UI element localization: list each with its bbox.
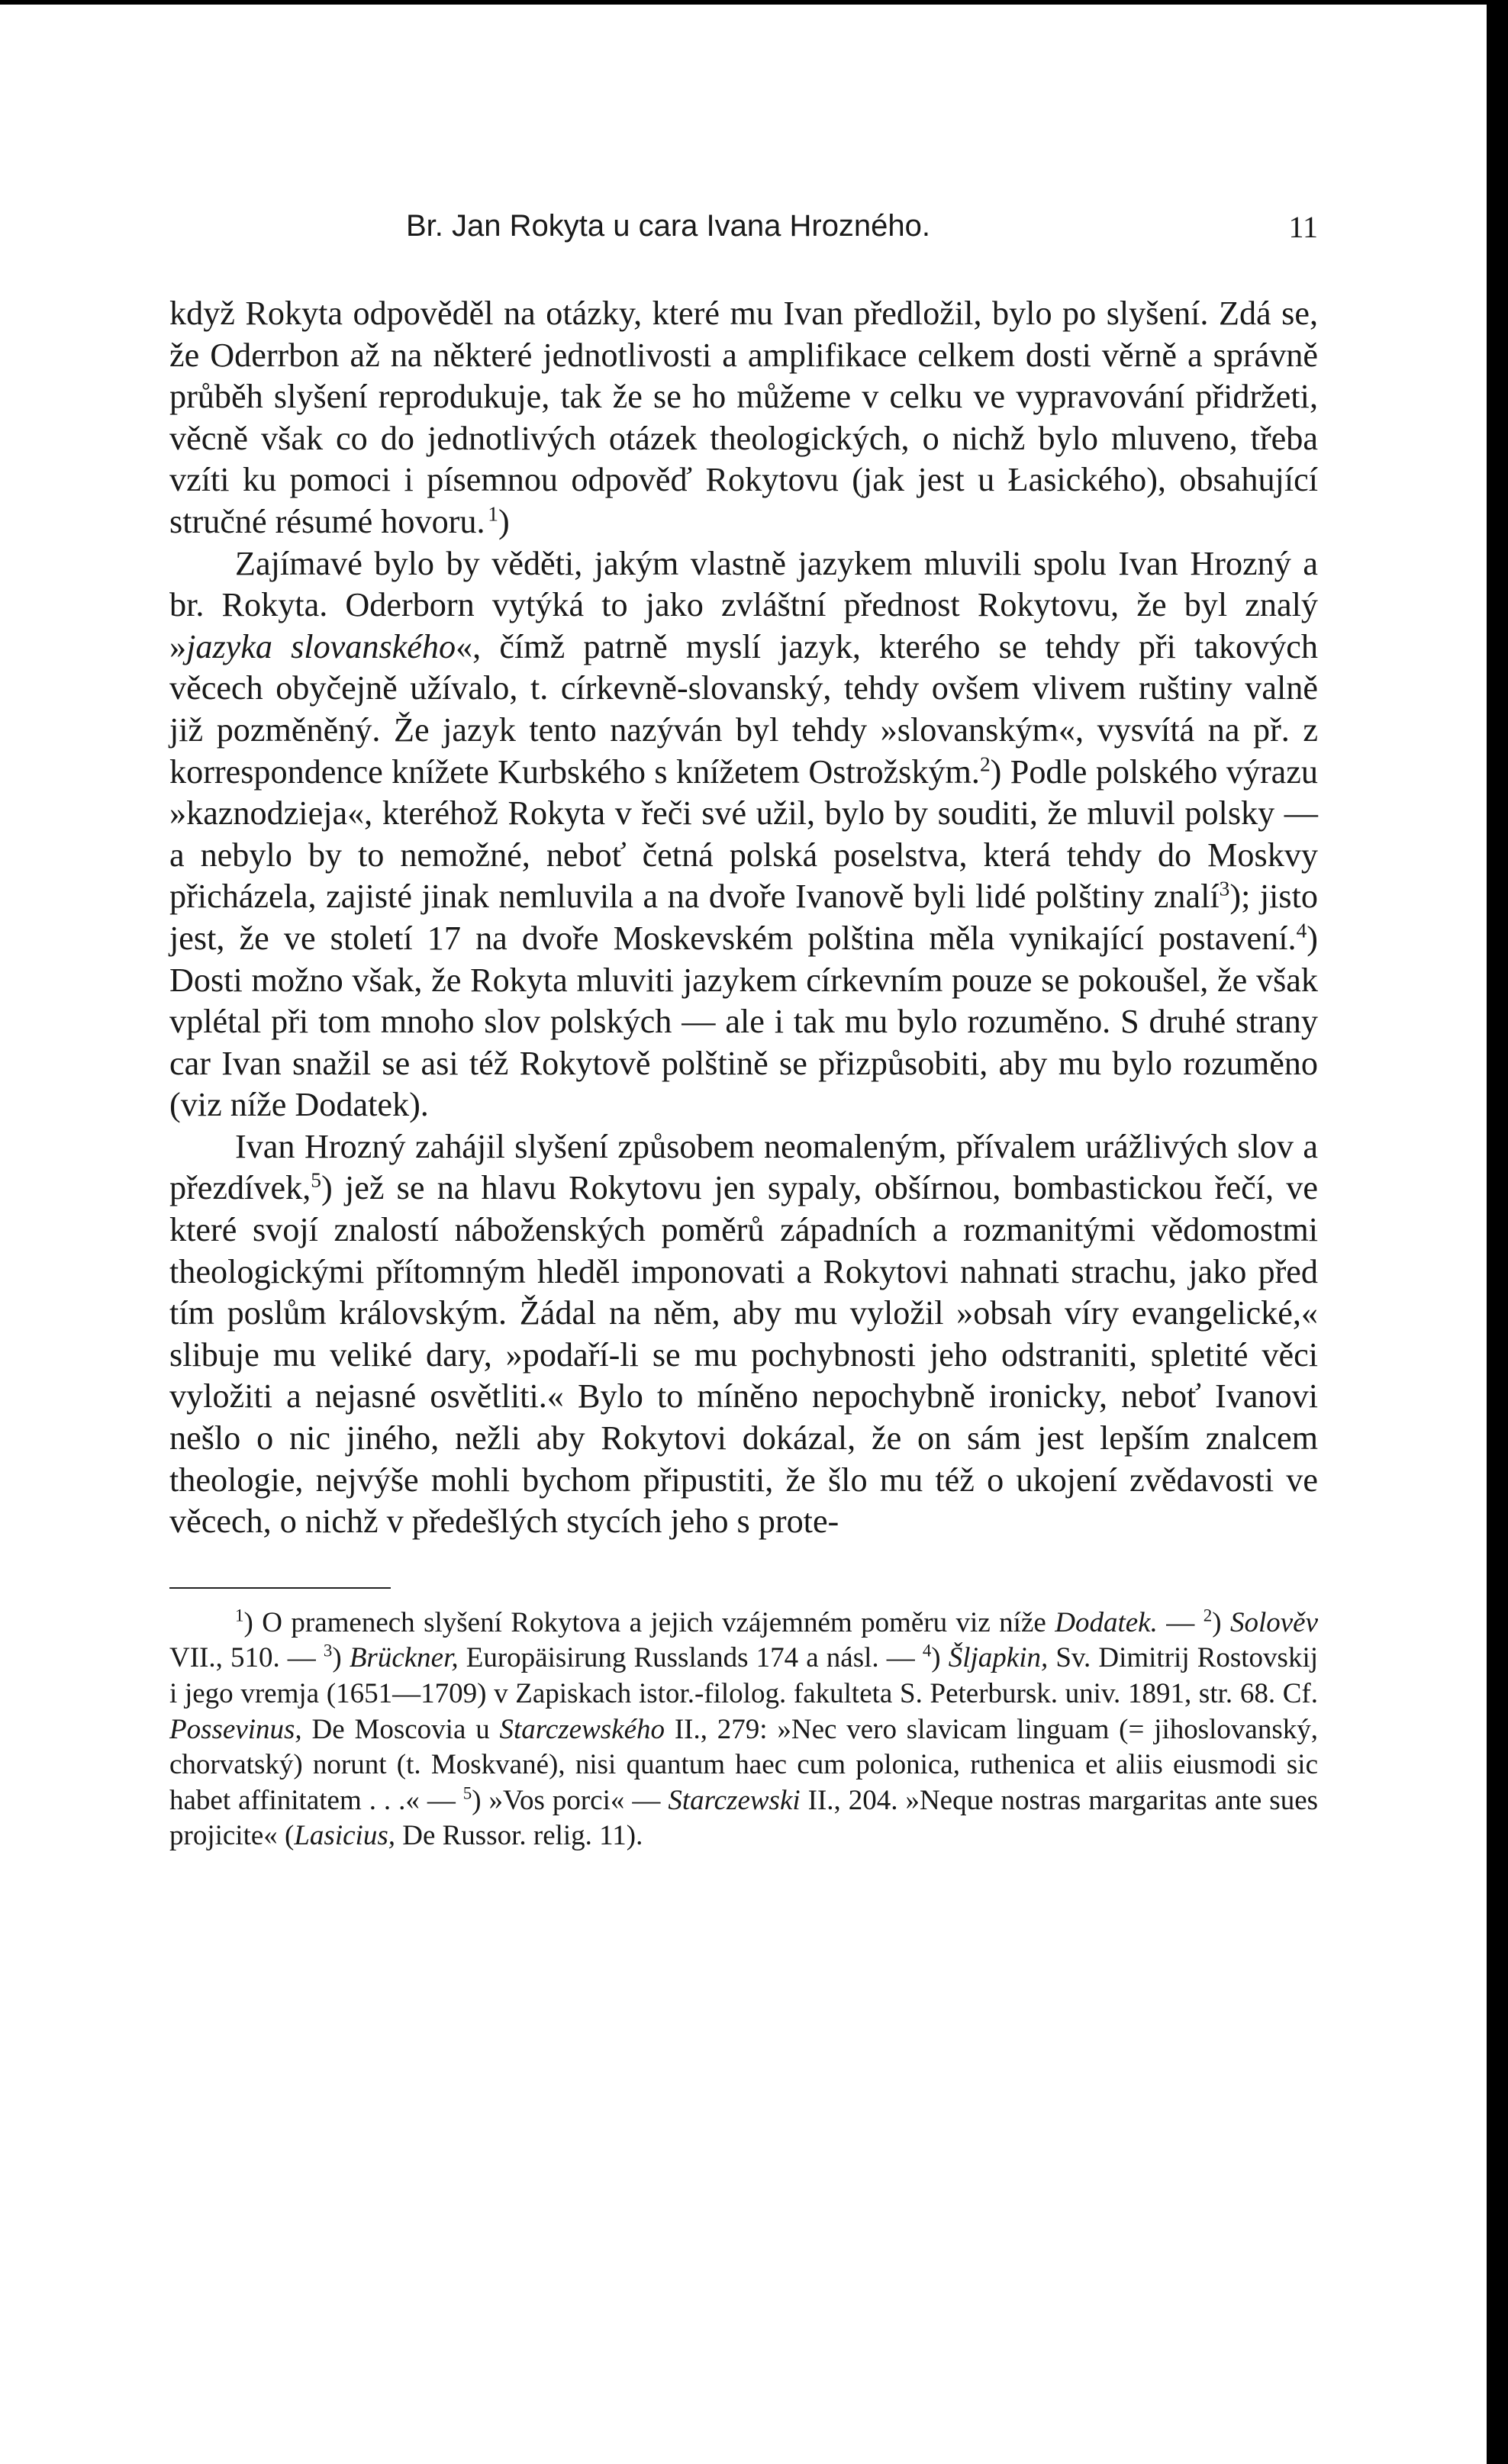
italic-run: jazyka slovanského: [186, 627, 456, 665]
paragraph-1: [169, 293, 1318, 543]
footnote-block: [169, 1606, 1318, 1854]
text-run: ) jež se na hlavu Rokytovu jen sypaly, obšírnou, bombastickou řečí, ve které svojí znalostí náboženských poměrů západních a rozmanitými vědomostmi theologickými přítomným hleděl imponovati a Rokytovi nahnati strachu, jako před tím poslům královským. Žádal na něm, aby mu vyložil »obsah víry evangelické,« slibuje mu veliké dary, »podaří-li se mu pochybnosti jeho odstraniti, spletité věci vyložiti a nejasné osvětliti.« Bylo to míněno nepochybně ironicky, neboť Ivanovi nešlo o nic jiného, nežli aby Rokytovi dokázal, že on sám jest lepším znalcem theologie, nejvýše mohli bychom připustiti, že šlo mu též o ukojení zvědavosti ve věcech, o nichž v předešlých stycích jeho s prote-: [169, 1169, 1318, 1541]
text-run: ); jisto jest, že ve století 17 na dvoře Moskevském polština měla vynikající postavení.: [169, 878, 1318, 957]
italic-run: Possevinus,: [169, 1713, 302, 1745]
text-run: —: [1157, 1606, 1204, 1638]
footnote-ref: 5: [311, 1168, 321, 1192]
italic-run: Dodatek.: [1055, 1606, 1158, 1638]
text-run: VII., 510. —: [169, 1642, 324, 1674]
main-text: [169, 293, 1318, 1543]
text-run: Ivan Hrozný zahájil slyšení způsobem neomaleným, přívalem urážlivých slov a přezdívek,: [169, 1127, 1318, 1207]
italic-run: Brückner,: [349, 1642, 459, 1674]
footnote-ref: 2: [979, 752, 991, 775]
text-run: II., 204. »Neque nostras margaritas ante sues projicite« (: [169, 1784, 1319, 1852]
italic-run: Starczewského: [499, 1713, 665, 1745]
italic-run: Solověv: [1229, 1606, 1319, 1638]
footnote-mark: 4: [922, 1641, 932, 1661]
footnote-ref: 4: [1296, 919, 1307, 942]
scan-border-top: [0, 0, 1508, 5]
text-run: Zajímavé bylo by věděti, jakým vlastně jazykem mluvili spolu Ivan Hrozný a br. Rokyta. Oderborn vytýká to jako zvláštní přednost Rokytovu, že byl znalý »: [169, 544, 1318, 665]
page: [169, 200, 1318, 1854]
text-run: ) Podle polského výrazu »kaznodzieja«, kteréhož Rokyta v řeči své užil, bylo by souditi, že mluvil polsky — a nebylo by to nemožné, neboť četná polská poselstva, která tehdy do Moskvy přicházela, zajisté jinak nemluvila a na dvoře Ivanově byli lidé polštiny znalí: [169, 752, 1318, 916]
text-run: ) Dosti možno však, že Rokyta mluviti jazykem církevním pouze se pokoušel, že však vplétal při tom mnoho slov polských — ale i tak mu bylo rozuměno. S druhé strany car Ivan snažil se asi též Rokytově polštině se přizpůsobiti, aby mu bylo rozuměno (viz níže Dodatek).: [169, 919, 1318, 1124]
text-run: II., 279: »Nec vero slavicam linguam (= jihoslovanský, chorvatský) norunt (t. Moskvané), nisi quantum haec cum polonica, ruthenica et aliis eiusmodi sic habet affinitatem . . .« —: [169, 1713, 1318, 1816]
text-run: Europäisirung Russlands 174 a násl. —: [458, 1642, 923, 1674]
text-run: ): [498, 502, 510, 540]
footnotes: [169, 1606, 1318, 1854]
italic-run: Starczewski: [668, 1784, 801, 1816]
text-run: ): [1212, 1606, 1222, 1638]
text-run: De Russor. relig. 11).: [395, 1820, 643, 1852]
footnote-mark: 2: [1203, 1606, 1213, 1625]
page-header: [169, 200, 1318, 261]
text-run: ) »Vos porci« —: [472, 1784, 661, 1816]
text-run: když Rokyta odpověděl na otázky, které mu Ivan předložil, bylo po slyšení. Zdá se, že Oderrbon až na některé jednotlivosti a amplifikace celkem dosti věrně a správně průběh slyšení reprodukuje, tak že se ho můžeme v celku ve vypravování přidržeti, věcně však co do jednotlivých otázek theologických, o nichž bylo mluveno, třeba vzíti ku pomoci i písemnou odpověď Rokytovu (jak jest u Łasického), obsahující stručné résumé hovoru.: [169, 295, 1318, 540]
footnote-mark: 5: [462, 1783, 472, 1803]
scan-border-right: [1487, 0, 1508, 2464]
footnote-separator: [169, 1587, 391, 1589]
text-run: ): [931, 1642, 941, 1674]
text-run: De Moscovia u: [301, 1713, 490, 1745]
running-head: Br. Jan Rokyta u cara Ivana Hrozného.: [406, 209, 931, 243]
page-number: 11: [1288, 210, 1318, 244]
text-run: «, čímž patrně myslí jazyk, kterého se tehdy při takových věcech obyčejně užívalo, t. církevně-slovanský, tehdy ovšem vlivem ruštiny valně již pozměněný. Že jazyk tento nazýván byl tehdy »slovanským«, vysvítá na př. z korrespondence knížete Kurbského s knížetem Ostrožským.: [169, 627, 1318, 791]
italic-run: Lasicius,: [294, 1820, 395, 1852]
text-run: Sv. Dimitrij Rostovskij i jego vremja (1651—1709) v Zapiskach istor.-filolog. fakulteta S. Peterbursk. univ. 1891, str. 68. Cf.: [169, 1642, 1319, 1709]
footnote-mark: 3: [323, 1641, 333, 1661]
paragraph-3: [169, 1126, 1318, 1543]
footnote-mark: 1: [235, 1606, 244, 1625]
paragraph-2: [169, 543, 1318, 1126]
text-run: ): [332, 1642, 342, 1674]
footnote-ref: 3: [1219, 877, 1230, 900]
italic-run: Šljapkin,: [948, 1642, 1049, 1674]
text-run: ) O pramenech slyšení Rokytova a jejich vzájemném poměru viz níže: [243, 1606, 1046, 1638]
footnote-ref: 1: [488, 502, 498, 526]
